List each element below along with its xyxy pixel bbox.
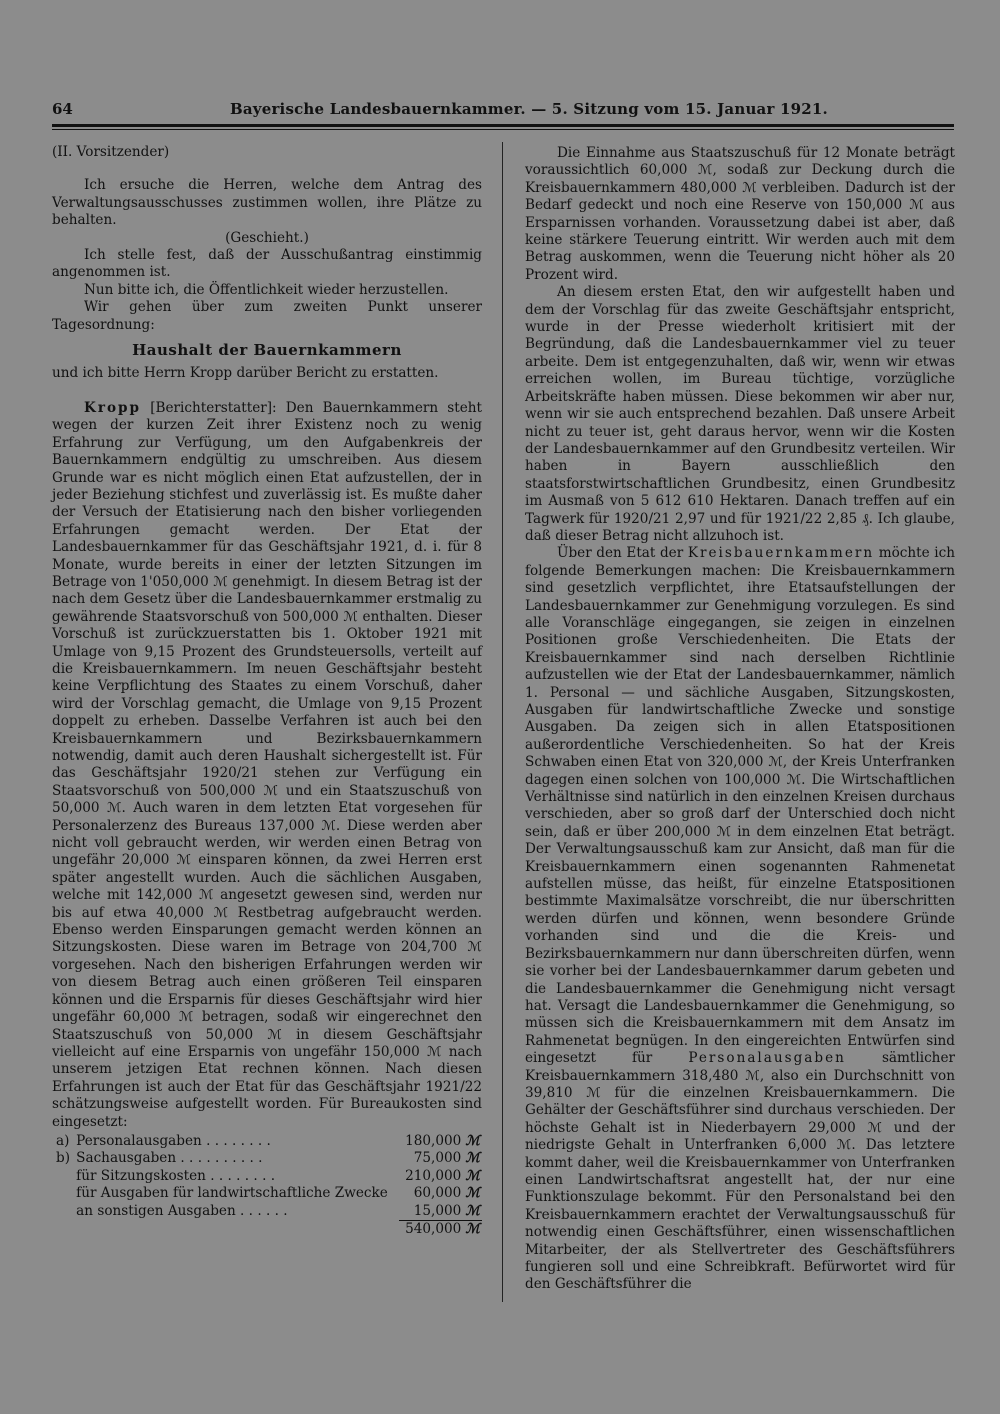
text-run: Über den Etat der <box>557 545 688 562</box>
text-run: möchte ich folgende Bemerkungen machen: Die Kreisbauernkammern sind gesetzlich verpflichtet, ihre Etatsaufstellungen der Landesbauernkammer zur Genehmigung vorzulegen. Es sind alle Voranschläge eingegangen, sie zeigen in einzelnen Positionen große Verschiedenheiten. Die Etats der Kreisbauernkammer sind nach derselben Richtlinie aufzustellen wie der Etat der Landesbauernkammer, nämlich 1. Personal — und sächliche Ausgaben, Sitzungskosten, Ausgaben für landwirtschaftliche Zwecke und sonstige Ausgaben. Da zeigen sich in allen Etatspositionen außerordentliche Verschiedenheiten. So hat der Kreis Schwaben einen Etat von 320,000 ℳ, der Kreis Unterfranken dagegen einen solchen von 100,000 ℳ. Die Wirtschaftlichen Verhältnisse sind natürlich in den einzelnen Kreisen durchaus verschieden, aber so groß darf der Unterschied doch nicht sein, daß er über 200,000 ℳ in dem einzelnen Etat beträgt. Der Verwaltungsausschuß kam zur Ansicht, daß man für die Kreisbauernkammern einen sogenannten Rahmenetat aufstellen müsse, das heißt, für einzelne Etatspositionen bestimmte Maximalsätze vorschreibt, die nur überschritten werden dürfen und können, wenn besondere Gründe vorhanden sind und die die Kreis- und Bezirksbauernkammern nur dann überschreiten dürfen, wenn sie vorher bei der Landesbauernkammer darum gebeten und die Landesbauernkammer die Genehmigung nicht versagt hat. Versagt die Landesbauernkammer die Genehmigung, so müssen sich die Kreisbauernkammern mit dem Ansatz im Rahmenetat begnügen. In den eingereichten Entwürfen sind eingesetzt für <box>525 545 955 1067</box>
cost-label <box>52 1203 76 1221</box>
cost-total-amount: 540,000 <box>405 1220 462 1237</box>
paragraph: Wir gehen über zum zweiten Punkt unserer Tagesordnung: <box>52 299 482 333</box>
cost-amount: 210,000 <box>405 1167 462 1184</box>
cost-currency: ℳ <box>465 1185 480 1202</box>
paragraph <box>525 545 955 1293</box>
paragraph: An diesem ersten Etat, den wir aufgestellt haben und dem der Vorschlag für das zweite Geschäftsjahr entspricht, wurde in der Presse wiederholt kritisiert mit der Begründung, daß die Landesbauernkammer viel zu teuer arbeite. Dem ist entgegenzuhalten, daß wir, wenn wir etwas erreichen wollen, im Bureau tüchtige, vorzügliche Arbeitskräfte haben müssen. Diese bekommen wir aber nur, wenn wir sie auch entsprechend bezahlen. Daß unsere Arbeit nicht zu teuer ist, geht daraus hervor, wenn wir die Kosten der Landesbauernkammer auf den Grundbesitz verteilen. Wir haben in Bayern ausschließlich den staatsforstwirtschaftlichen Grundbesitz, einen Grundbesitz im Ausmaß von 5 612 610 Hektaren. Danach treffen auf ein Tagwerk für 1920/21 2,97 und für 1921/22 2,85 ₰. Ich glaube, daß dieser Betrag nicht allzuhoch ist. <box>525 284 955 544</box>
speaker-note: (II. Vorsitzender) <box>52 144 170 160</box>
report-paragraph <box>52 400 482 1131</box>
cost-row <box>52 1168 482 1185</box>
text-run: sämtlicher Kreisbauernkammern 318,480 ℳ, also ein Durchschnitt von 39,810 ℳ für die einzelnen Kreisbauernkammern. Die Gehälter der Geschäftsführer sind durchaus verschieden. Der höchste Gehalt ist in Niederbayern 29,000 ℳ und der niedrigste Gehalt in Unterfranken 6,000 ℳ. Das letztere kommt daher, weil die Kreisbauernkammer von Unterfranken einen Landwirtschaftsrat angestellt hat, der nur eine Funktionszulage bekommt. Für den Personalstand bei den Kreisbauernkammern erachtet der Verwaltungsausschuß für notwendig einen Geschäftsführer, einen wissenschaftlichen Mitarbeiter, der als Stellvertreter des Geschäftsführers fungieren soll und eine Schreibkraft. Befürwortet wird für den Geschäftsführer die <box>525 1050 955 1293</box>
cost-row <box>52 1203 482 1221</box>
cost-label <box>52 1168 76 1185</box>
spaced-term: Kreisbauernkammern <box>687 545 875 562</box>
speaker-name: Kropp <box>84 399 142 416</box>
header-rule-thick <box>52 124 954 127</box>
paragraph: Ich ersuche die Herren, welche dem Antrag des Verwaltungsausschusses zustimmen wollen, ihre Plätze zu behalten. <box>52 177 482 229</box>
cost-label: a) <box>56 1132 70 1149</box>
cost-table <box>52 1133 482 1238</box>
cost-item: an sonstigen Ausgaben . . . . . . <box>76 1203 288 1220</box>
cost-amount: 180,000 <box>405 1132 462 1149</box>
cost-row <box>52 1150 482 1167</box>
cost-currency: ℳ <box>465 1132 480 1149</box>
paragraph: Nun bitte ich, die Öffentlichkeit wieder herzustellen. <box>84 281 449 298</box>
cost-label <box>52 1185 76 1202</box>
paragraph: und ich bitte Herrn Kropp darüber Bericht zu erstatten. <box>52 365 439 382</box>
report-text: Den Bauernkammern steht wegen der kurzen Zeit ihrer Existenz noch zu wenig Erfahrung zur Verfügung, um den Aufgabenkreis der Bauernkammern endgültig zu umschreiben. Aus diesem Grunde war es nicht möglich einen Etat aufzustellen, der in jeder Beziehung stichfest und zuverlässig ist. Es mußte daher der Versuch der Etatisierung nach den bisher vorliegenden Erfahrungen gemacht werden. Der Etat der Landesbauernkammer für das Geschäftsjahr 1921, d. i. für 8 Monate, wurde bereits in einer der letzten Sitzungen im Betrage von 1'050,000 ℳ genehmigt. In diesem Betrag ist der nach dem Gesetz über die Landesbauernkammer erstmalig zu gewährende Staatsvorschuß von 500,000 ℳ enthalten. Dieser Vorschuß ist zurückzuerstatten bis 1. Oktober 1921 mit Umlage von 9,15 Prozent des Grundsteuersolls, verteilt auf die Kreisbauernkammern. Im neuen Geschäftsjahr besteht keine Verpflichtung des Staates zu einem Vorschuß, daher wird der Vorschlag gemacht, die Umlage von 9,15 Prozent doppelt zu erheben. Dasselbe Verfahren ist auch bei den Kreisbauernkammern und Bezirksbauernkammern notwendig, damit auch deren Haushalt sichergestellt ist. Für das Geschäftsjahr 1920/21 stehen zur Verfügung ein Staatsvorschuß von 500,000 ℳ und ein Staatszuschuß von 50,000 ℳ. Auch waren in dem letzten Etat vorgesehen für Personalerzenz des Bureaus 137,000 ℳ. Diese werden aber nicht voll gebraucht werden, wir werden einen Betrag von ungefähr 20,000 ℳ einsparen können, da zwei Herren erst später angestellt wurden. Auch die sächlichen Ausgaben, welche mit 142,000 ℳ angesetzt gewesen sind, werden nur bis auf etwa 40,000 ℳ Restbetrag aufgebraucht werden. Ebenso werden Einsparungen gemacht werden können an Sitzungskosten. Diese waren im Betrage von 204,700 ℳ vorgesehen. Nach den bisherigen Erfahrungen werden wir von diesem Betrag auch einen größeren Teil einsparen können und die Ersparnis für dieses Geschäftsjahr wird hier ungefähr 60,000 ℳ betragen, sodaß wir eingerechnet den Staatszuschuß von 50,000 ℳ in diesem Geschäftsjahr vielleicht auf eine Ersparnis von ungefähr 150,000 ℳ nach unserem jetzigen Etat rechnen können. Nach diesen Erfahrungen ist auch der Etat für das Geschäftsjahr 1921/22 schätzungsweise aufgestellt worden. Für Bureaukosten sind eingesetzt: <box>52 399 482 1130</box>
cost-item: für Sitzungskosten . . . . . . . . <box>76 1167 276 1184</box>
right-column <box>525 145 955 1294</box>
cost-item: für Ausgaben für landwirtschaftliche Zwecke <box>76 1185 388 1202</box>
cost-row <box>52 1133 482 1150</box>
cost-item: Personalausgaben . . . . . . . . <box>76 1132 271 1149</box>
running-head: Bayerische Landesbauernkammer. — 5. Sitzung vom 15. Januar 1921. <box>230 100 828 118</box>
cost-total-currency: ℳ <box>465 1220 480 1237</box>
paragraph: Ich stelle fest, daß der Ausschußantrag einstimmig angenommen ist. <box>52 247 482 281</box>
cost-item: Sachausgaben . . . . . . . . . . <box>76 1150 263 1167</box>
section-heading: Haushalt der Bauernkammern <box>132 341 402 360</box>
cost-label: b) <box>56 1150 71 1167</box>
cost-currency: ℳ <box>465 1150 480 1167</box>
paragraph: Die Einnahme aus Staatszuschuß für 12 Monate beträgt voraussichtlich 60,000 ℳ, sodaß zur Deckung durch die Kreisbauernkammern 480,000 ℳ verbleiben. Dadurch ist der Bedarf gedeckt und noch eine Reserve von 150,000 ℳ aus Ersparnissen vorhanden. Voraussetzung dabei ist aber, daß keine stärkere Teuerung eintritt. Wir werden auch mit dem Betrag auskommen, wenn die Teuerung nicht höher als 20 Prozent wird. <box>525 145 955 283</box>
stage-direction: (Geschieht.) <box>225 229 309 246</box>
cost-currency: ℳ <box>465 1167 480 1184</box>
page-number: 64 <box>52 100 73 118</box>
page-header <box>52 98 952 122</box>
column-divider <box>502 142 503 1302</box>
speaker-role: [Berichterstatter]: <box>141 399 286 416</box>
cost-amount: 75,000 <box>413 1150 462 1167</box>
cost-total-row <box>52 1220 482 1238</box>
header-rule-thin <box>52 129 954 130</box>
spaced-term: Personalausgaben <box>688 1050 846 1067</box>
cost-amount: 15,000 <box>399 1203 465 1221</box>
cost-currency: ℳ <box>465 1203 482 1221</box>
cost-amount: 60,000 <box>413 1185 462 1202</box>
cost-row <box>52 1185 482 1202</box>
left-column <box>52 144 482 1238</box>
